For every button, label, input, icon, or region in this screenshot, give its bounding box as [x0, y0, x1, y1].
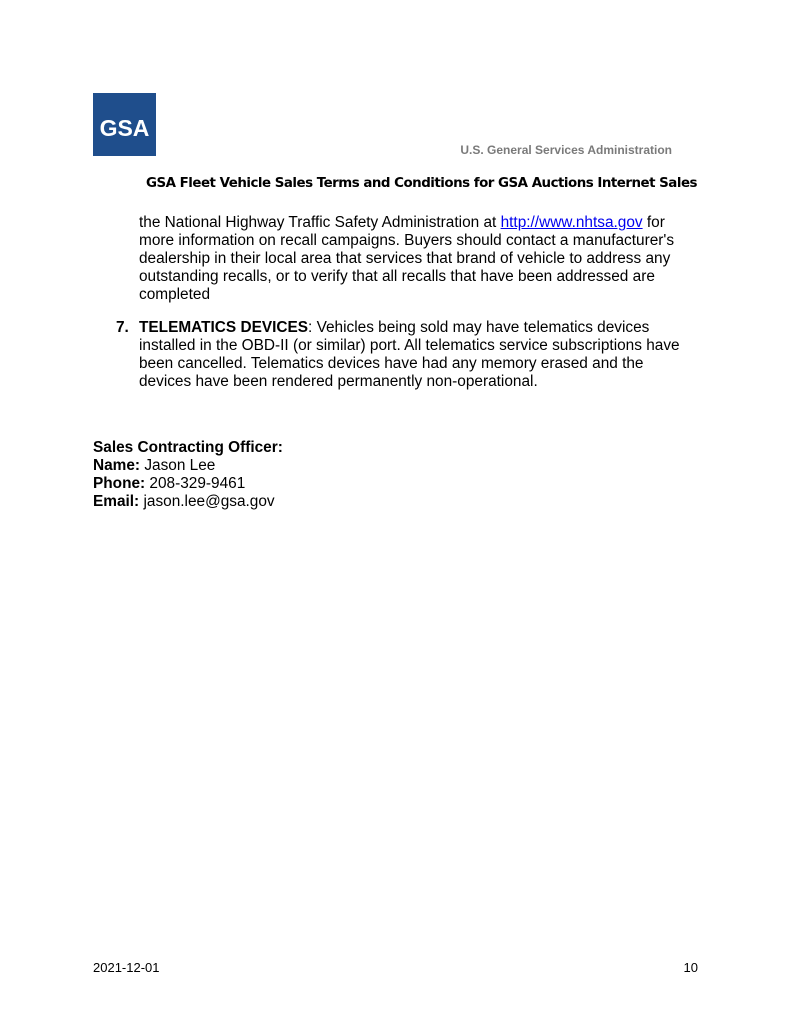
contact-email: jason.lee@gsa.gov: [139, 493, 275, 510]
gsa-logo-text: GSA: [99, 115, 150, 141]
page-number: 10: [683, 960, 698, 975]
telematics-heading: TELEMATICS DEVICES: [139, 319, 309, 336]
recall-paragraph-continuation: [139, 214, 699, 304]
contact-block: [93, 439, 283, 511]
recall-text-before-link: the National Highway Traffic Safety Administration at: [139, 214, 501, 231]
gsa-logo: [93, 93, 156, 156]
agency-name: U.S. General Services Administration: [460, 143, 672, 157]
contact-heading: Sales Contracting Officer:: [93, 439, 283, 456]
gsa-logo-icon: [93, 93, 156, 156]
telematics-paragraph: [139, 319, 699, 391]
contact-phone: 208-329-9461: [145, 475, 246, 492]
contact-email-line: [93, 493, 283, 511]
contact-phone-line: [93, 475, 283, 493]
item-number: 7.: [116, 319, 129, 336]
email-label: Email:: [93, 493, 140, 510]
telematics-text: : Vehicles being sold may have telematics devices installed in the OBD-II (or similar) port. All telematics service subscriptions have been cancelled. Telematics devices have had any memory erased and the devices have been rendered permanently non-operational.: [139, 319, 680, 390]
recall-text-after-link: for more information on recall campaigns. Buyers should contact a manufacturer's dealership in their local area that services that brand of vehicle to address any outstanding recalls, or to verify that all recalls that have been addressed are completed: [139, 214, 675, 303]
contact-name: Jason Lee: [140, 457, 216, 474]
phone-label: Phone:: [93, 475, 146, 492]
footer-date: 2021-12-01: [93, 960, 160, 975]
nhtsa-link[interactable]: http://www.nhtsa.gov: [500, 214, 643, 231]
document-title: GSA Fleet Vehicle Sales Terms and Conditions for GSA Auctions Internet Sales: [146, 176, 697, 191]
name-label: Name:: [93, 457, 141, 474]
contact-name-line: [93, 457, 283, 475]
